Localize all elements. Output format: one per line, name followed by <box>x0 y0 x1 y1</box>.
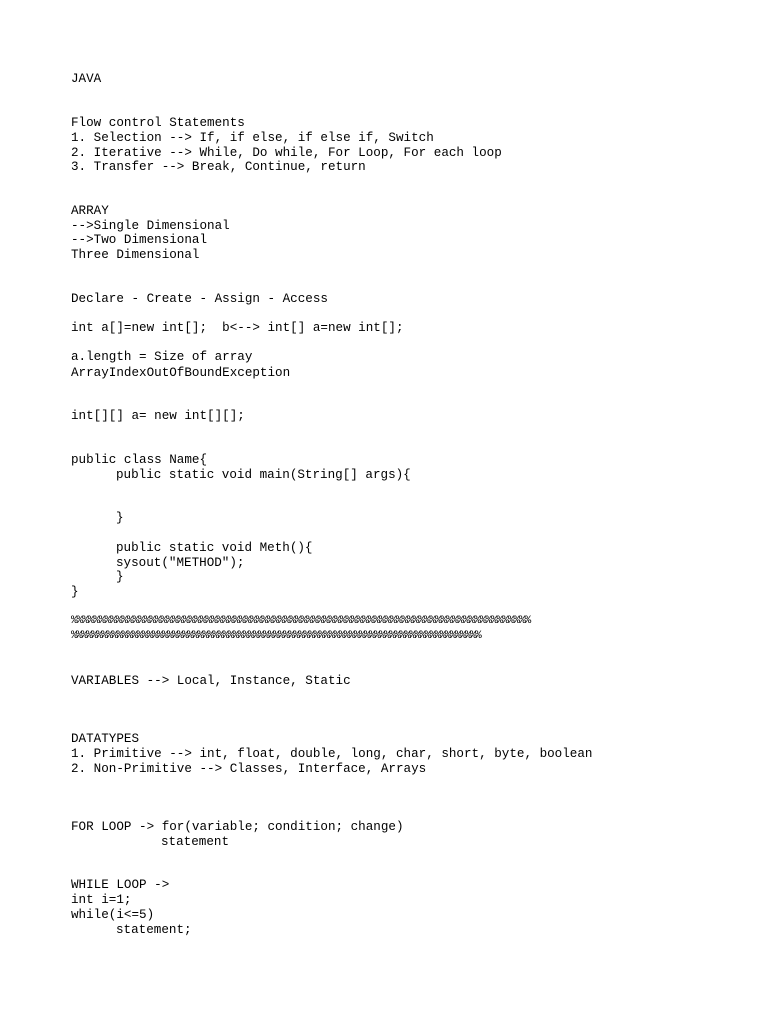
array-item: -->Single Dimensional <box>71 219 230 233</box>
exception-line: ArrayIndexOutOfBoundException <box>71 366 291 380</box>
code-meth-close: } <box>116 570 124 584</box>
flow-control-item: 2. Iterative --> While, Do while, For Loop, For each loop <box>71 146 502 160</box>
code-sysout-line: sysout("METHOD"); <box>116 556 245 570</box>
flow-control-item: 1. Selection --> If, if else, if else if, Switch <box>71 131 434 145</box>
array-heading: ARRAY <box>71 204 109 218</box>
array-item: -->Two Dimensional <box>71 233 208 247</box>
for-loop-line: FOR LOOP -> for(variable; condition; change) <box>71 820 404 834</box>
while-loop-statement: statement; <box>116 923 192 937</box>
array-item: Three Dimensional <box>71 248 200 262</box>
length-line: a.length = Size of array <box>71 350 253 364</box>
while-loop-condition: while(i<=5) <box>71 908 155 922</box>
flow-control-heading: Flow control Statements <box>71 116 245 130</box>
code-main-line: public static void main(String[] args){ <box>116 468 411 482</box>
declare-line: Declare - Create - Assign - Access <box>71 292 328 306</box>
document-title: JAVA <box>71 72 102 86</box>
variables-line: VARIABLES --> Local, Instance, Static <box>71 674 351 688</box>
separator-line: %%%%%%%%%%%%%%%%%%%%%%%%%%%%%%%%%%%%%%%%%%%%%%%%%%%%%%%%%%%%%%%%%%%%%%%%%%%%%%%%% <box>71 630 481 642</box>
code-class-close: } <box>71 585 79 599</box>
datatypes-item: 2. Non-Primitive --> Classes, Interface, Arrays <box>71 762 427 776</box>
code-class-line: public class Name{ <box>71 453 208 467</box>
flow-control-item: 3. Transfer --> Break, Continue, return <box>71 160 366 174</box>
int-array-line: int a[]=new int[]; b<--> int[] a=new int[]; <box>71 321 404 335</box>
for-loop-statement: statement <box>161 835 230 849</box>
separator-line: %%%%%%%%%%%%%%%%%%%%%%%%%%%%%%%%%%%%%%%%%%%%%%%%%%%%%%%%%%%%%%%%%%%%%%%%%%%%%%%%%% <box>71 615 531 627</box>
two-d-array-line: int[][] a= new int[][]; <box>71 409 245 423</box>
while-loop-heading: WHILE LOOP -> <box>71 878 170 892</box>
while-loop-init: int i=1; <box>71 893 132 907</box>
code-main-close: } <box>116 511 124 525</box>
datatypes-heading: DATATYPES <box>71 732 140 746</box>
code-meth-line: public static void Meth(){ <box>116 541 313 555</box>
datatypes-item: 1. Primitive --> int, float, double, long, char, short, byte, boolean <box>71 747 593 761</box>
